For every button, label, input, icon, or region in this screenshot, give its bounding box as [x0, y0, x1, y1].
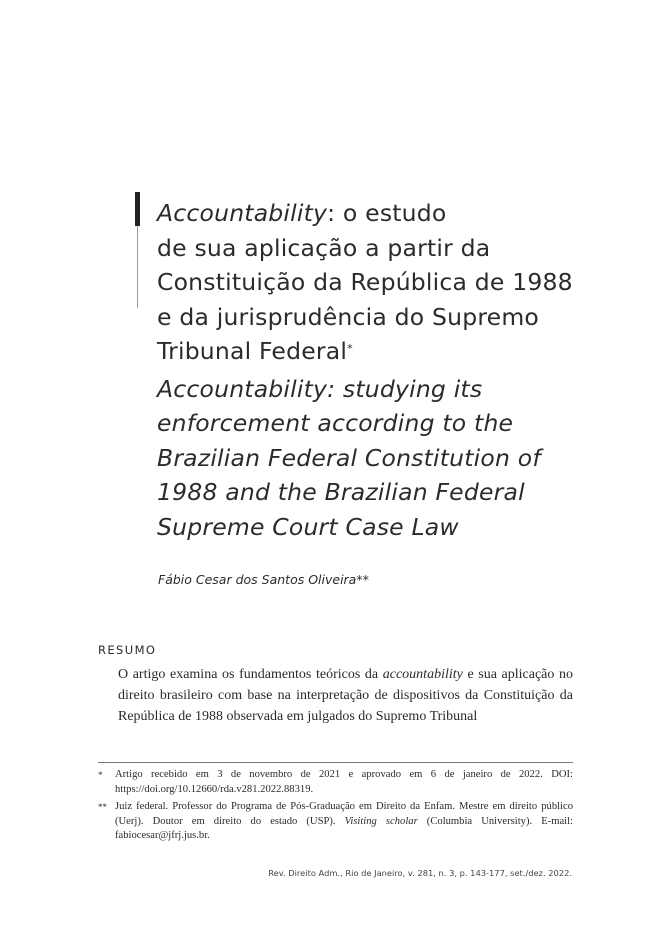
pt-title-line-1-rest: : o estudo	[327, 199, 447, 227]
english-title	[157, 372, 597, 545]
portuguese-title	[157, 196, 597, 369]
footnote-1-mark: *	[98, 770, 103, 780]
footnote-2-mark: **	[98, 802, 107, 812]
en-title-line-2: enforcement according to the	[157, 409, 514, 437]
footnote-1	[98, 768, 573, 797]
author-name: Fábio Cesar dos Santos Oliveira**	[158, 572, 369, 587]
abstract-text	[118, 664, 573, 727]
title-block	[157, 196, 597, 544]
title-footnote-mark: *	[347, 342, 353, 355]
pt-title-italic-term: Accountability	[157, 199, 328, 227]
abstract-paragraph	[118, 664, 573, 727]
footnote-2	[98, 800, 573, 844]
pt-title-line-2: de sua aplicação a partir da	[157, 233, 491, 262]
pt-title-line-1	[157, 196, 597, 231]
abstract-italic-term: accountability	[382, 667, 463, 682]
pt-title-line-3: Constituição da República de 1988	[157, 268, 573, 296]
en-title-line-4: 1988 and the Brazilian Federal	[157, 478, 525, 506]
en-title-line-3: Brazilian Federal Constitution of	[157, 443, 541, 472]
title-accent-bar	[135, 192, 140, 226]
footnote-2-text	[115, 800, 573, 844]
footnotes	[98, 768, 573, 847]
footnote-1-text: Artigo recebido em 3 de novembro de 2021 e aprovado em 6 de janeiro de 2022. DOI: https://doi.org/10.12660/rda.v281.2022.88319.	[115, 769, 573, 795]
footnote-2-text-start: Juiz federal. Professor do Programa de Pós-Graduação em Direito da Enfam. Mestre em direito público (Uerj). Doutor em direito do estado (USP).	[115, 801, 573, 827]
pt-title-line-5-text: Tribunal Federal	[157, 337, 348, 365]
footnote-2-italic: Visiting scholar	[344, 815, 418, 827]
title-accent-line	[137, 226, 138, 308]
en-title-line-1: Accountability: studying its	[157, 374, 483, 403]
running-footer: Rev. Direito Adm., Rio de Janeiro, v. 281, n. 3, p. 143-177, set./dez. 2022.	[268, 868, 572, 878]
abstract-heading: RESUMO	[98, 643, 157, 657]
pt-title-line-4: e da jurisprudência do Supremo	[157, 302, 539, 331]
footnote-2-text-end: (Columbia University). E-mail: fabiocesar@jfrj.jus.br.	[115, 815, 573, 841]
abstract-text-end: e sua aplicação no direito brasileiro com base na interpretação de dispositivos da Constituição da República de 1988 observada em julgados do Supremo Tribunal	[118, 667, 574, 724]
footnote-separator	[98, 762, 573, 763]
pt-title-line-5	[157, 334, 597, 369]
abstract-text-start: O artigo examina os fundamentos teóricos da	[118, 667, 383, 682]
en-title-line-5: Supreme Court Case Law	[157, 512, 459, 541]
